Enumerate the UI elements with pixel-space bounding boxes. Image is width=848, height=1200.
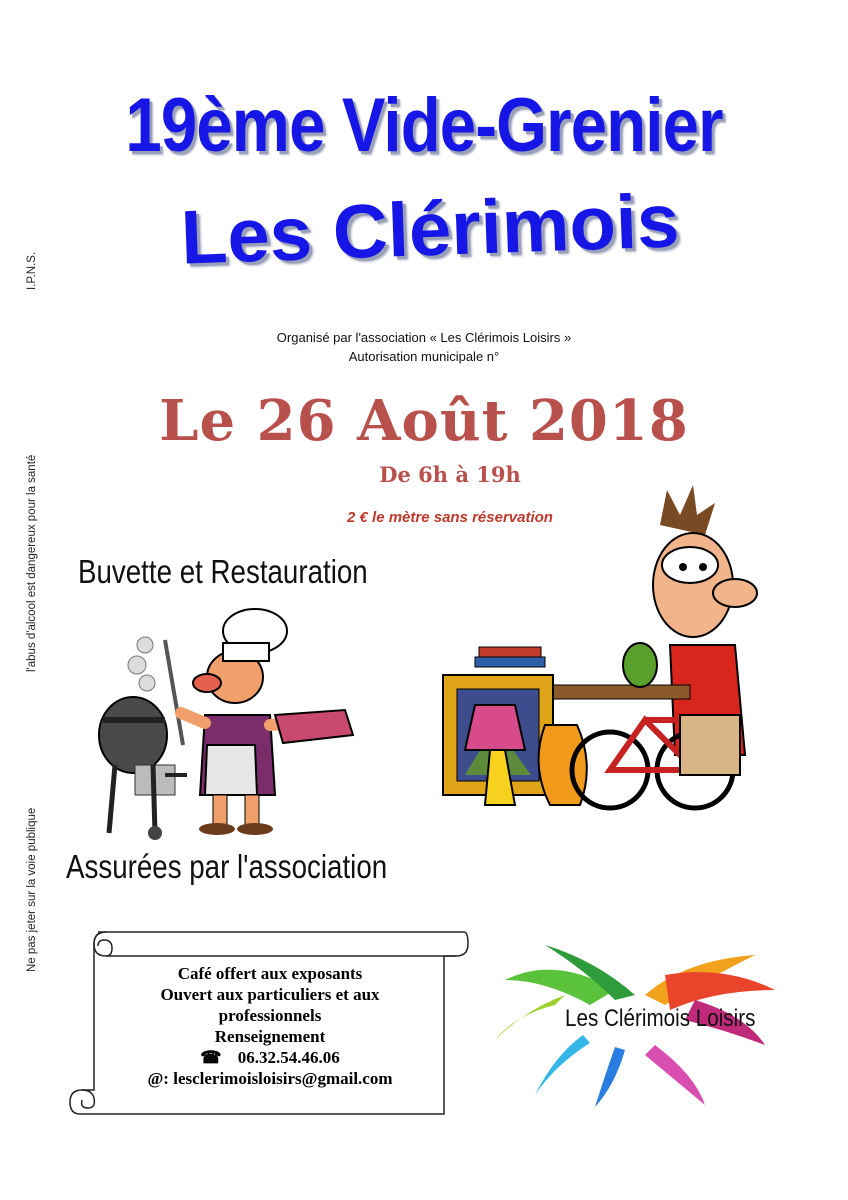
info-scroll-text bbox=[105, 963, 435, 1089]
logo-text: Les Clérimois Loisirs bbox=[565, 1005, 756, 1032]
food-provider-note: Assurées par l'association bbox=[66, 848, 388, 885]
event-subtitle: Les Clérimois bbox=[179, 178, 681, 281]
ipns-note: I.P.N.S. bbox=[26, 251, 38, 290]
email-address[interactable]: lesclerimoisloisirs@gmail.com bbox=[173, 1069, 393, 1088]
event-price: 2 € le mètre sans réservation bbox=[347, 509, 553, 526]
litter-warning: Ne pas jeter sur la voie publique bbox=[26, 807, 38, 972]
event-hours: De 6h à 19h bbox=[379, 462, 521, 487]
email-row bbox=[105, 1068, 435, 1089]
alcohol-warning: l'abus d'alcool est dangereux pour la santé bbox=[26, 454, 38, 672]
chef-barbecue-illustration bbox=[95, 605, 360, 845]
exhibitor-coffee-line: Café offert aux exposants bbox=[177, 964, 363, 983]
event-date: Le 26 Août 2018 bbox=[159, 388, 689, 454]
open-to-line: Ouvert aux particuliers et aux bbox=[160, 985, 380, 1004]
organizer-line: Organisé par l'association « Les Clérimois Loisirs » bbox=[276, 330, 572, 345]
phone-icon: ☎ bbox=[200, 1048, 222, 1067]
phone-row bbox=[105, 1047, 435, 1068]
email-prefix: @: bbox=[147, 1069, 169, 1088]
flea-market-illustration bbox=[435, 485, 770, 820]
event-title: 19ème Vide-Grenier bbox=[125, 83, 723, 168]
authorization-line: Autorisation municipale n° bbox=[348, 349, 500, 364]
professionals-line: professionnels bbox=[218, 1006, 322, 1025]
phone-number[interactable]: 06.32.54.46.06 bbox=[237, 1048, 340, 1067]
information-heading: Renseignement bbox=[214, 1027, 326, 1046]
food-heading: Buvette et Restauration bbox=[78, 553, 368, 590]
